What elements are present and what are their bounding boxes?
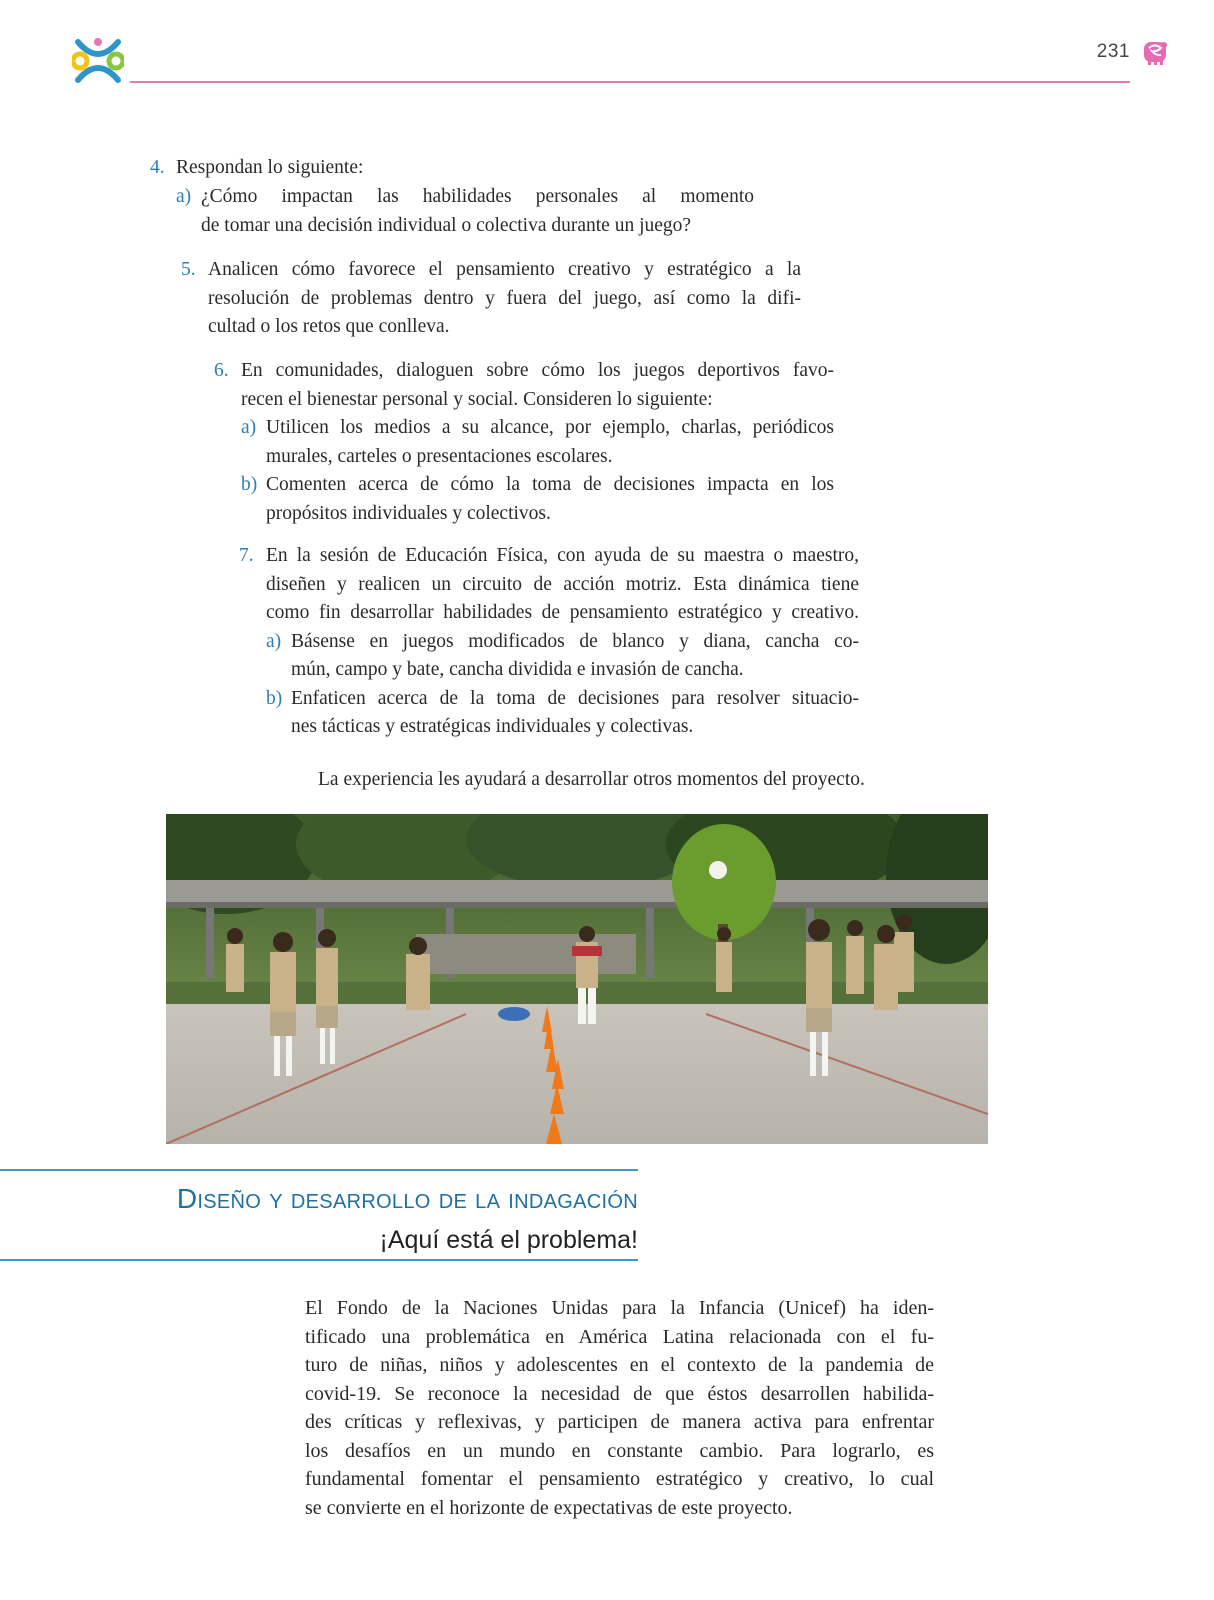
paragraph-line: turo de niñas, niños y adolescentes en el contexto de la pandemia de [305,1354,934,1376]
question-4-a [176,183,754,240]
sub-item-text: de tomar una decisión individual o colectiva durante un juego? [201,214,692,236]
sub-item-text: ¿Cómo impactan las habilidades personales al momento [201,186,754,207]
students-playing-photo [166,814,988,1144]
paragraph-line: El Fondo de la Naciones Unidas para la Infancia (Unicef) ha iden- [305,1297,934,1319]
question-4 [150,154,760,183]
header-rule [130,81,1130,83]
body-paragraph [305,1294,934,1522]
paragraph-line: des críticas y reflexivas, y participen de manera activa para enfrentar [305,1411,934,1433]
item-text: resolución de problemas dentro y fuera del juego, así como la difi- [208,287,801,309]
item-text: diseñen y realicen un circuito de acción motriz. Esta dinámica tiene [266,573,859,595]
paragraph-line: covid-19. Se reconoce la necesidad de que éstos desarrollen habilida- [305,1382,934,1405]
sub-item-letter: a) [241,417,257,438]
item-number: 4. [150,157,165,178]
paragraph-line: los desafíos en un mundo en constante cambio. Para lograrlo, es [305,1439,934,1462]
question-7 [239,542,859,742]
sub-item-letter: a) [266,630,282,652]
sub-item-text: nes tácticas y estratégicas individuales y colectivas. [291,716,694,737]
sub-item-text: Comenten acerca de cómo la toma de decisiones impacta en los [266,474,834,495]
item-number: 6. [214,360,229,381]
item-text: recen el bienestar personal y social. Consideren lo siguiente: [241,388,713,410]
item-text: En comunidades, dialoguen sobre cómo los juegos deportivos favo- [241,360,834,381]
section-title: Diseño y desarrollo de la indagación [176,1183,638,1214]
section-rule-top [0,1169,638,1171]
question-6 [214,357,834,528]
sub-item-text: Utilicen los medios a su alcance, por ejemplo, charlas, periódicos [266,417,834,438]
question-5 [181,256,801,342]
sub-item-text: murales, carteles o presentaciones escolares. [266,445,613,467]
item-text: Analicen cómo favorece el pensamiento creativo y estratégico a la [208,259,801,280]
paragraph-line: se convierte en el horizonte de expectativas de este proyecto. [305,1496,793,1519]
item-text: como fin desarrollar habilidades de pensamiento estratégico y creativo. [266,602,859,623]
fields-logo-icon [72,36,124,86]
sub-item-letter: a) [176,186,192,207]
sub-item-letter: b) [241,474,258,495]
sub-item-text: Enfaticen acerca de la toma de decisiones para resolver situacio- [291,687,859,709]
closing-sentence: La experiencia les ayudará a desarrollar otros momentos del proyecto. [318,769,865,790]
glyph-ornament-icon [1142,38,1170,66]
item-number: 5. [181,259,196,280]
item-text: Respondan lo siguiente: [176,157,364,178]
paragraph-line: tificado una problemática en América Latina relacionada con el fu- [305,1325,934,1348]
sub-item-text: Básense en juegos modificados de blanco y diana, cancha co- [291,630,859,652]
sub-item-text: propósitos individuales y colectivos. [266,502,551,524]
item-text: En la sesión de Educación Física, con ayuda de su maestra o maestro, [266,545,859,566]
sub-item-text: mún, campo y bate, cancha dividida e invasión de cancha. [291,659,744,680]
sub-item-letter: b) [266,687,283,709]
item-number: 7. [239,545,254,566]
section-rule-bottom [0,1259,638,1261]
section-subtitle: ¡Aquí está el problema! [379,1226,638,1254]
page-number: 231 [1096,41,1130,62]
paragraph-line: fundamental fomentar el pensamiento estratégico y creativo, lo cual [305,1468,934,1490]
item-text: cultad o los retos que conlleva. [208,316,450,337]
